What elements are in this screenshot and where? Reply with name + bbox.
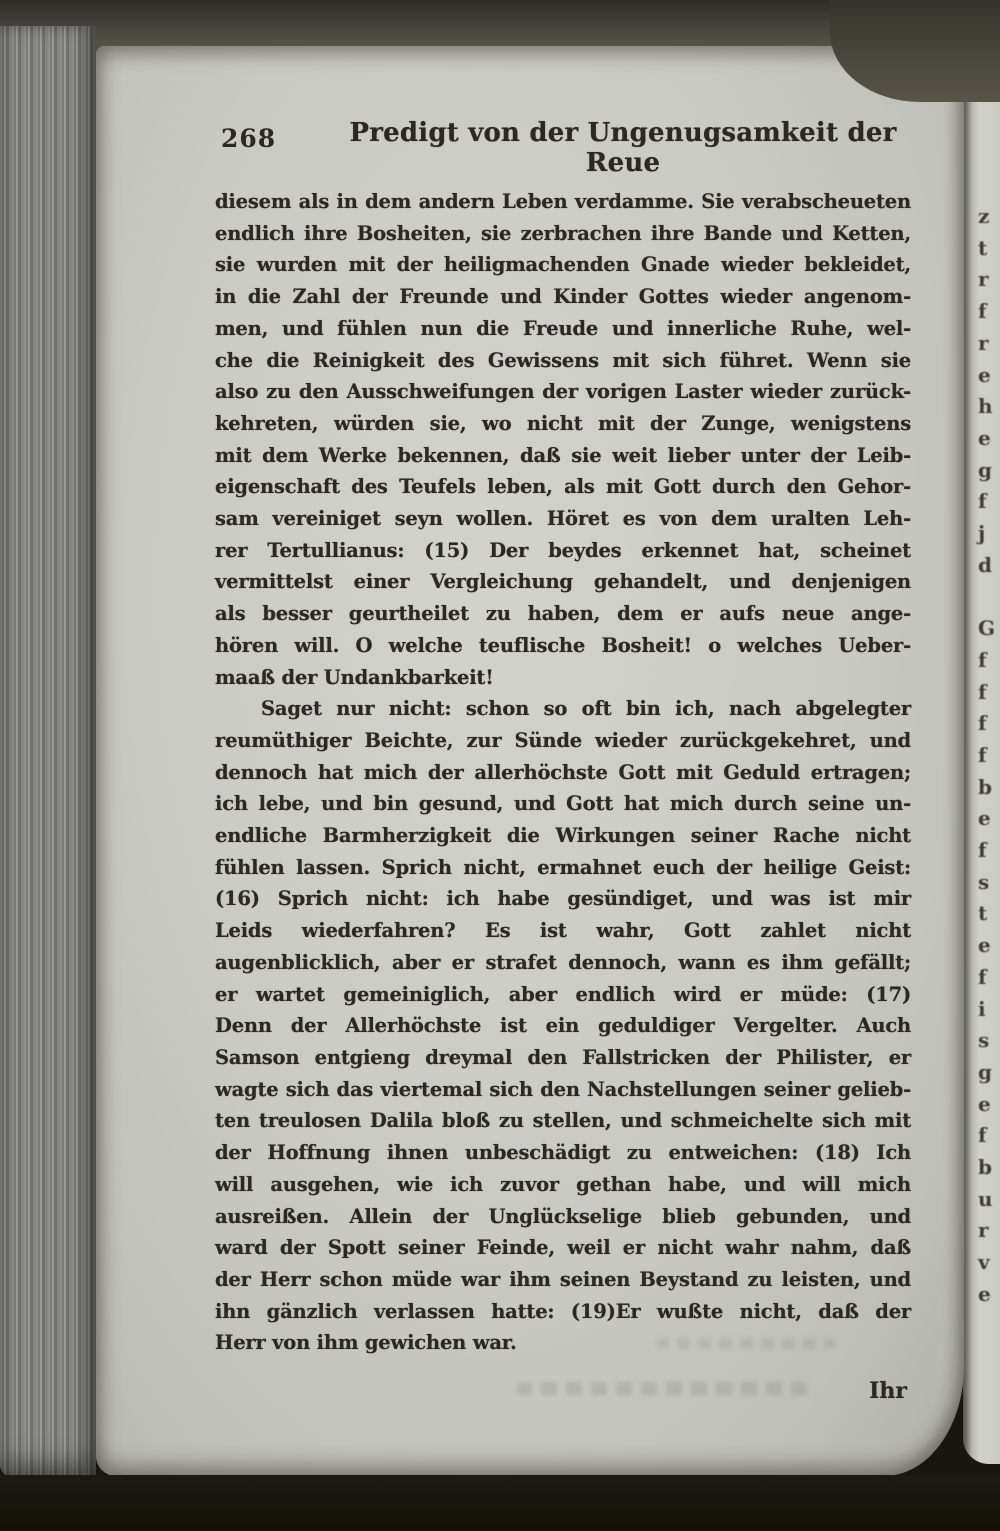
text-line: endlich ihre Bosheiten, sie zerbrachen ihre Bande und Ketten, — [215, 221, 911, 245]
cut-letter: t — [978, 235, 988, 260]
ink-bleedthrough-2 — [656, 1338, 836, 1349]
cut-letter: d — [978, 552, 992, 577]
text-line: wagte sich das viertemal sich den Nachstellungen seiner gelieb- — [215, 1077, 911, 1101]
text-line: als besser geurtheilet zu haben, dem er aufs neue ange- — [215, 602, 911, 626]
book-page-edges — [0, 26, 96, 1478]
text-line: in die Zahl der Freunde und Kinder Gottes wieder angenom- — [215, 285, 911, 309]
cut-letter: f — [978, 964, 987, 989]
cut-letter: e — [978, 362, 991, 387]
header-title: Predigt von der Ungenugsamkeit der Reue — [349, 118, 897, 178]
text-line: endliche Barmherzigkeit die Wirkungen seiner Rache nicht — [215, 824, 911, 848]
text-line: also zu den Ausschweifungen der vorigen Laster wieder zurück- — [215, 380, 911, 404]
cut-letter: f — [978, 1123, 987, 1148]
text-line: Herr von ihm gewichen war. — [215, 1331, 517, 1355]
page-number: 268 — [221, 124, 277, 153]
cut-letter: r — [978, 267, 989, 292]
text-line: men, und fühlen nun die Freude und innerliche Ruhe, wel- — [215, 316, 911, 340]
facing-page-sliver — [963, 92, 1000, 1464]
cut-letter: t — [978, 901, 988, 926]
cut-letter: j — [978, 521, 986, 545]
cut-letter: g — [978, 1059, 992, 1084]
text-line: sam vereiniget seyn wollen. Höret es von dem uralten Leh- — [215, 507, 911, 531]
cut-letter: e — [978, 425, 991, 450]
text-line: der Hoffnung ihnen unbeschädigt zu entweichen: (18) Ich — [215, 1141, 911, 1165]
catchword: Ihr — [869, 1378, 907, 1404]
cut-letter: f — [978, 299, 987, 324]
text-line: Saget nur nicht: schon so oft bin ich, nach abgelegter — [261, 697, 911, 721]
text-line: er wartet gemeiniglich, aber endlich wird er müde: (17) — [215, 982, 911, 1006]
text-line: diesem als in dem andern Leben verdamme. Sie verabscheueten — [215, 190, 911, 213]
text-line: eigenschaft des Teufels leben, als mit Gott durch den Gehor- — [215, 475, 911, 499]
text-line: che die Reinigkeit des Gewissens mit sich führet. Wenn sie — [215, 348, 911, 372]
cut-letter: f — [978, 647, 987, 672]
cut-letter: z — [978, 204, 990, 228]
cut-letter: b — [978, 774, 992, 799]
ink-bleedthrough — [516, 1382, 816, 1395]
text-line: ich lebe, und bin gesund, und Gott hat mich durch seine un- — [215, 792, 911, 816]
text-line: fühlen lassen. Sprich nicht, ermahnet euch der heilige Geist: — [215, 855, 911, 879]
text-line: Leids wiederfahren? Es ist wahr, Gott zahlet nicht — [215, 919, 911, 943]
text-line: hören will. O welche teuflische Bosheit! o welches Ueber- — [215, 633, 911, 657]
text-line: Denn der Allerhöchste ist ein geduldiger Vergelter. Auch — [215, 1014, 911, 1038]
text-line: maaß der Undankbarkeit! — [215, 665, 494, 689]
book-page — [96, 46, 964, 1476]
table-background — [0, 1475, 1000, 1531]
text-line: kehreten, würden sie, wo nicht mit der Zunge, wenigstens — [215, 411, 911, 435]
text-line: ihn gänzlich verlassen hatte: (19)Er wußte nicht, daß der — [215, 1299, 911, 1323]
paper-specks — [96, 46, 100, 50]
cut-letter: f — [978, 679, 987, 704]
text-line: der Herr schon müde war ihm seinen Beystand zu leisten, und — [215, 1267, 911, 1291]
text-line: reumüthiger Beichte, zur Sünde wieder zurückgekehret, und — [215, 728, 911, 752]
text-line: dennoch hat mich der allerhöchste Gott mit Geduld ertragen; — [215, 760, 911, 784]
cut-letter: r — [978, 1218, 989, 1243]
cut-letter: e — [978, 933, 991, 958]
cut-letter: g — [978, 457, 992, 482]
cut-letter: f — [978, 742, 987, 767]
cut-letter: s — [978, 869, 990, 894]
cut-letter: r — [978, 330, 989, 355]
cut-letter: v — [978, 1250, 990, 1275]
cut-letter: u — [978, 1186, 993, 1211]
text-line: ausreißen. Allein der Unglückselige blieb gebunden, und — [215, 1204, 911, 1228]
body-text — [215, 186, 911, 1359]
text-line: rer Tertullianus: (15) Der beydes erkennet hat, scheinet — [215, 538, 911, 562]
cut-letter: f — [978, 838, 987, 862]
text-line: mit dem Werke bekennen, daß sie weit lieber unter der Leib- — [215, 443, 911, 467]
cut-letter: e — [978, 1091, 991, 1116]
cut-letter: f — [978, 489, 987, 514]
cut-letter: i — [978, 996, 986, 1021]
text-line: ten treulosen Dalila bloß zu stellen, und schmeichelte sich mit — [215, 1109, 911, 1133]
cut-letter: G — [978, 616, 996, 641]
cut-letter: s — [978, 1028, 990, 1053]
text-line: sie wurden mit der heiligmachenden Gnade wieder bekleidet, — [215, 253, 911, 277]
text-line: vermittelst einer Vergleichung gehandelt, und denjenigen — [215, 570, 911, 594]
cut-letter: b — [978, 1155, 992, 1179]
text-line: augenblicklich, aber er strafet dennoch, wann es ihm gefällt; — [215, 950, 911, 974]
text-line: (16) Sprich nicht: ich habe gesündiget, und was ist mir — [215, 887, 911, 911]
cut-letter: e — [978, 806, 991, 831]
cut-letter: f — [978, 711, 987, 736]
running-header — [215, 118, 911, 178]
cut-letter: e — [978, 1281, 991, 1306]
text-line: Samson entgieng dreymal den Fallstricken der Philister, er — [215, 1045, 911, 1069]
text-line: ward der Spott seiner Feinde, weil er nicht wahr nahm, daß — [215, 1236, 911, 1260]
cut-letter: h — [978, 394, 993, 419]
text-line: will ausgehen, wie ich zuvor gethan habe, und will mich — [215, 1172, 911, 1196]
